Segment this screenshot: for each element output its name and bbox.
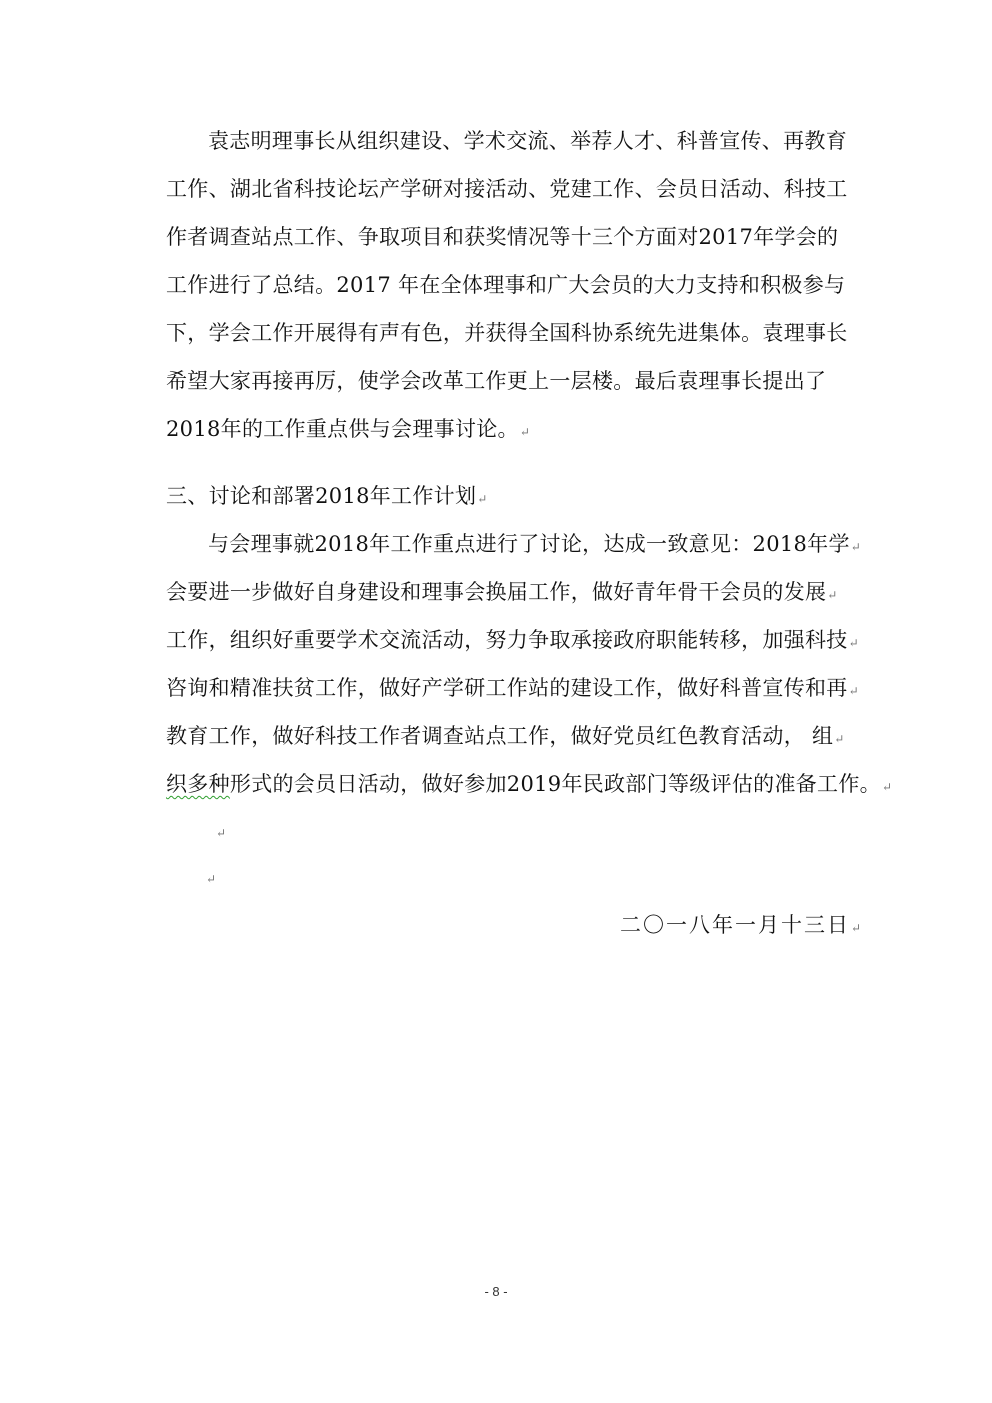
empty-paragraph-mark: ↵ bbox=[216, 826, 227, 840]
discussion-line-1-text: 与会理事就2018年工作重点进行了讨论，达成一致意见：2018年学 bbox=[208, 532, 850, 556]
discussion-line-2 bbox=[166, 578, 838, 609]
summary-line-6: 希望大家再接再厉，使学会改革工作更上一层楼。最后袁理事长提出了 bbox=[166, 369, 827, 393]
section-heading bbox=[166, 482, 488, 513]
discussion-line-5-text: 教育工作，做好科技工作者调查站点工作，做好党员红色教育活动， 组 bbox=[166, 724, 834, 748]
discussion-line-4-text: 咨询和精准扶贫工作，做好产学研工作站的建设工作，做好科普宣传和再 bbox=[166, 676, 848, 700]
page-number: - 8 - bbox=[484, 1284, 508, 1299]
paragraph-mark: ↵ bbox=[477, 492, 488, 506]
discussion-line-6 bbox=[166, 770, 892, 801]
paragraph-mark: ↵ bbox=[851, 921, 864, 935]
discussion-line-1 bbox=[208, 530, 861, 561]
document-date bbox=[620, 911, 863, 942]
discussion-line-6-text: 形式的会员日活动，做好参加2019年民政部门等级评估的准备工作。 bbox=[229, 772, 881, 796]
summary-line-2: 工作、湖北省科技论坛产学研对接活动、党建工作、会员日活动、科技工 bbox=[166, 177, 848, 201]
paragraph-mark: ↵ bbox=[848, 684, 859, 698]
summary-line-7 bbox=[166, 415, 530, 446]
discussion-line-4 bbox=[166, 674, 859, 705]
summary-line-3: 作者调查站点工作、争取项目和获奖情况等十三个方面对2017年学会的 bbox=[166, 225, 839, 249]
paragraph-mark: ↵ bbox=[827, 588, 838, 602]
summary-line-7-text: 2018年的工作重点供与会理事讨论。 bbox=[166, 417, 519, 441]
paragraph-mark: ↵ bbox=[834, 732, 845, 746]
discussion-line-3 bbox=[166, 626, 859, 657]
discussion-line-5 bbox=[166, 722, 845, 753]
document-date-text: 二〇一八年一月十三日 bbox=[620, 913, 850, 937]
paragraph-mark: ↵ bbox=[848, 636, 859, 650]
paragraph-mark: ↵ bbox=[850, 540, 862, 554]
paragraph-mark: ↵ bbox=[881, 780, 893, 794]
paragraph-mark: ↵ bbox=[519, 425, 531, 439]
spellcheck-squiggle-word: 织多种 bbox=[166, 772, 230, 796]
discussion-line-3-text: 工作，组织好重要学术交流活动，努力争取承接政府职能转移，加强科技 bbox=[166, 628, 848, 652]
empty-paragraph-mark: ↵ bbox=[206, 872, 217, 886]
summary-line-1: 袁志明理事长从组织建设、学术交流、举荐人才、科普宣传、再教育 bbox=[208, 129, 847, 153]
discussion-line-2-text: 会要进一步做好自身建设和理事会换届工作，做好青年骨干会员的发展 bbox=[166, 580, 827, 604]
summary-line-5: 下，学会工作开展得有声有色，并获得全国科协系统先进集体。袁理事长 bbox=[166, 321, 848, 345]
summary-line-4: 工作进行了总结。2017 年在全体理事和广大会员的大力支持和积极参与 bbox=[166, 273, 846, 297]
section-heading-text: 三、讨论和部署2018年工作计划 bbox=[166, 484, 477, 508]
